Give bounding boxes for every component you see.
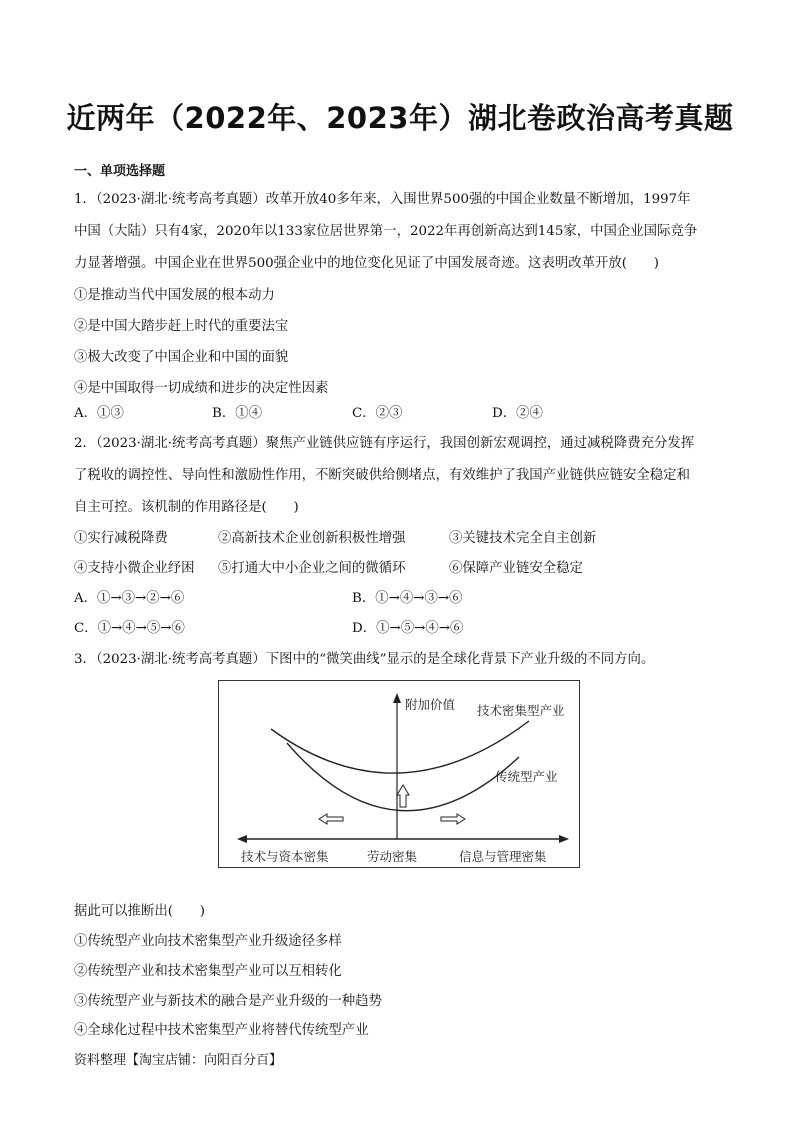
x-axis-left-label: 技术与资本密集 — [241, 849, 329, 864]
q1-item-1: ①是推动当代中国发展的根本动力 — [74, 288, 275, 303]
q1-item-3: ③极大改变了中国企业和中国的面貌 — [74, 350, 289, 365]
q2-item-2: ②高新技术企业创新积极性增强 — [218, 531, 406, 546]
x-axis-mid-label: 劳动密集 — [367, 849, 418, 864]
x-axis-left-arrowhead — [237, 835, 247, 843]
x-axis-right-label: 信息与管理密集 — [459, 849, 547, 864]
x-axis-right-arrowhead — [559, 835, 569, 843]
q2-item-4: ④支持小微企业纾困 — [74, 561, 195, 576]
q2-option-c: C．①→④→⑤→⑥ — [74, 621, 185, 636]
footer-note: 资料整理【淘宝店铺：向阳百分百】 — [74, 1053, 283, 1068]
q2-option-a: A．①→③→②→⑥ — [74, 591, 185, 606]
q3-intro: 3．（2023·湖北·统考高考真题）下图中的“微笑曲线”显示的是全球化背景下产业升级的不同方向。 — [74, 652, 655, 667]
curve-technology-intensive — [271, 721, 529, 773]
q1-option-a: A．①③ — [74, 406, 124, 421]
q1-option-d: D．②④ — [492, 406, 543, 421]
q3-item-3: ③传统型产业与新技术的融合是产业升级的一种趋势 — [74, 994, 382, 1009]
q1-stem-line-2: 中国（大陆）只有4家，2020年以133家位居世界第一，2022年再创新高达到145家，中国企业国际竞争 — [74, 224, 698, 239]
left-arrow-icon — [319, 814, 343, 824]
up-arrow-icon — [397, 785, 409, 807]
y-axis-label: 附加价值 — [405, 697, 456, 712]
q2-item-5: ⑤打通大中小企业之间的微循环 — [218, 561, 406, 576]
q3-item-4: ④全球化过程中技术密集型产业将替代传统型产业 — [74, 1023, 369, 1038]
smile-curve-figure — [218, 680, 580, 868]
q2-item-3: ③关键技术完全自主创新 — [449, 531, 597, 546]
q1-item-4: ④是中国取得一切成绩和进步的决定性因素 — [74, 381, 329, 396]
q1-stem-line-3: 力显著增强。中国企业在世界500强企业中的地位变化见证了中国发展奇迹。这表明改革开放( ) — [74, 256, 660, 271]
section-heading: 一、单项选择题 — [74, 164, 166, 179]
q3-item-2: ②传统型产业和技术密集型产业可以互相转化 — [74, 964, 342, 979]
q2-item-1: ①实行减税降费 — [74, 531, 168, 546]
q2-stem-line-2: 了税收的调控性、导向性和激励性作用，不断突破供给侧堵点，有效维护了我国产业链供应链安全稳定和 — [74, 468, 690, 483]
curve-bottom-label: 传统型产业 — [495, 769, 558, 784]
right-arrow-icon — [441, 814, 465, 824]
q2-item-6: ⑥保障产业链安全稳定 — [449, 561, 583, 576]
q1-stem-line-1: 1．（2023·湖北·统考高考真题）改革开放40多年来，入围世界500强的中国企业数量不断增加，1997年 — [74, 192, 691, 207]
q2-option-d: D．①→⑤→④→⑥ — [352, 621, 464, 636]
q3-question: 据此可以推断出( ) — [74, 904, 205, 919]
page-title: 近两年（2022年、2023年）湖北卷政治高考真题 — [66, 101, 734, 135]
curve-top-label: 技术密集型产业 — [477, 703, 565, 718]
q1-item-2: ②是中国大踏步赶上时代的重要法宝 — [74, 319, 289, 334]
q3-item-1: ①传统型产业向技术密集型产业升级途径多样 — [74, 934, 342, 949]
q1-option-b: B．①④ — [212, 406, 263, 421]
q2-stem-line-1: 2．（2023·湖北·统考高考真题）聚焦产业链供应链有序运行，我国创新宏观调控，通过减税降费充分发挥 — [74, 436, 695, 451]
q2-stem-line-3: 自主可控。该机制的作用路径是( ) — [74, 500, 299, 515]
y-axis-arrowhead — [393, 693, 401, 703]
q1-option-c: C．②③ — [352, 406, 403, 421]
q2-option-b: B．①→④→③→⑥ — [352, 591, 463, 606]
